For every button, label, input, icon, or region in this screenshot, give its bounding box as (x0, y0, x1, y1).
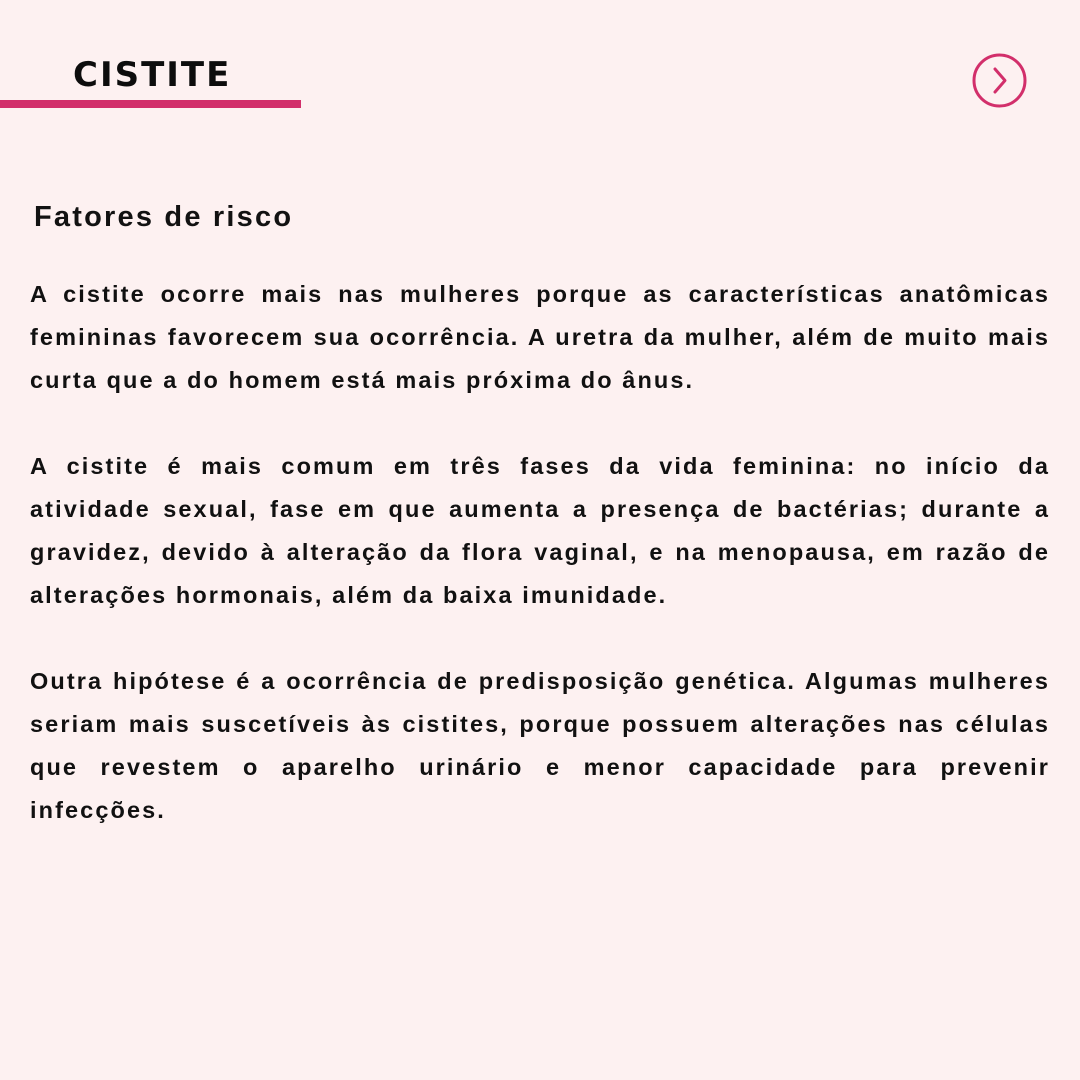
section-heading: Fatores de risco (34, 201, 294, 233)
body-text (30, 273, 1050, 875)
title-underline (0, 100, 301, 108)
paragraph-life-phases: A cistite é mais comum em três fases da vida feminina: no início da atividade sexual, fase em que aumenta a presença de bactérias; durante a gravidez, devido à alteração da flora vaginal, e na menopausa, em razão de alterações hormonais, além da baixa imunidade. (30, 453, 1050, 608)
paragraph-genetics: Outra hipótese é a ocorrência de predisposição genética. Algumas mulheres seriam mais suscetíveis às cistites, porque possuem alterações nas células que revestem o aparelho urinário e menor capacidade para prevenir infecções. (30, 668, 1050, 823)
paragraph-anatomy: A cistite ocorre mais nas mulheres porque as características anatômicas femininas favorecem sua ocorrência. A uretra da mulher, além de muito mais curta que a do homem está mais próxima do ânus. (30, 281, 1050, 393)
page-title: CISTITE (73, 55, 232, 95)
chevron-right-circle-icon (972, 53, 1027, 108)
next-button[interactable] (972, 53, 1027, 108)
